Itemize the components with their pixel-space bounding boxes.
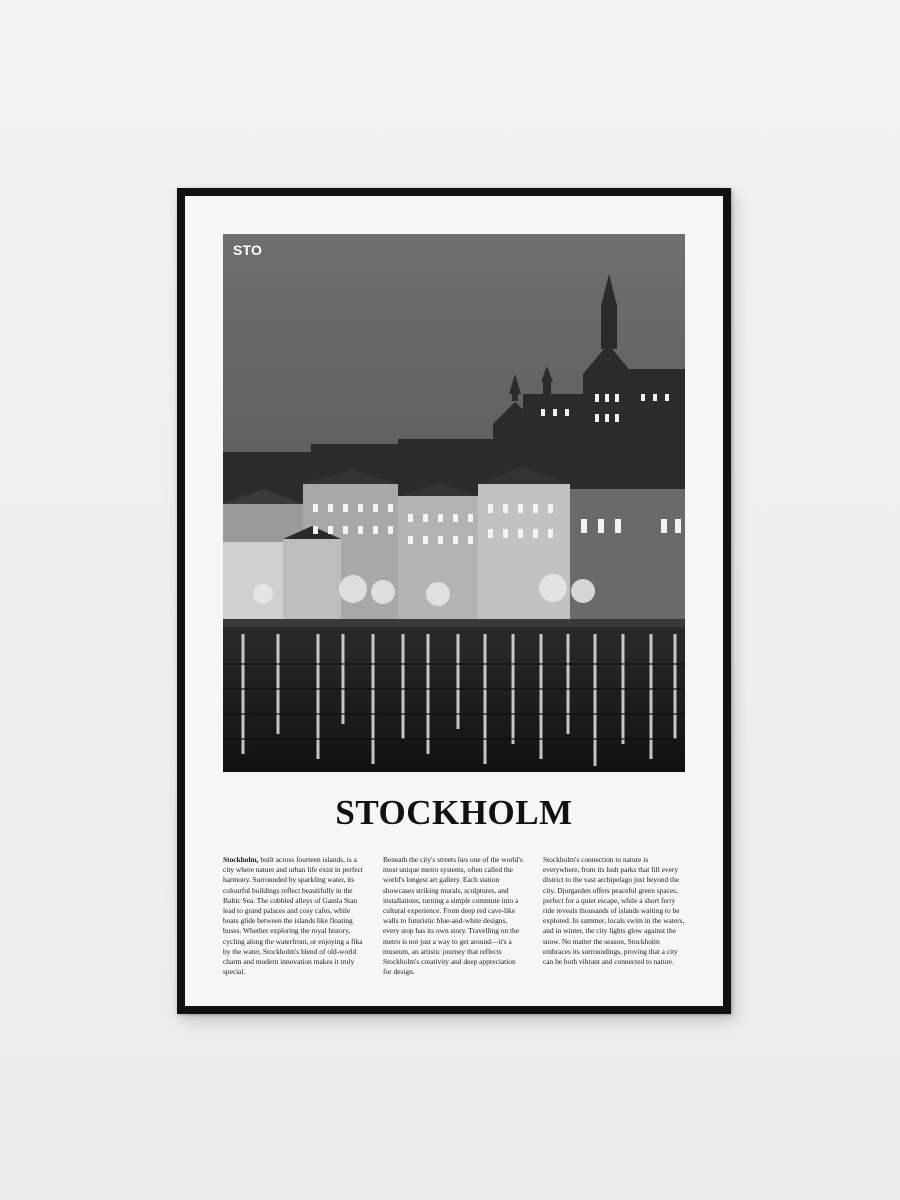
column-1-lead: Stockholm, <box>223 855 259 864</box>
stockholm-skyline-illustration <box>223 234 685 772</box>
description-column-1 <box>223 855 365 977</box>
city-photo <box>223 234 685 772</box>
column-2-text: Beneath the city's streets lies one of the world's most unique metro systems, often called the world's longest art gallery. Each station showcases striking murals, sculptures, and installations, turning a simple commute into a cultural experience. From deep red cave-like walls to futuristic blue-and-white designs, every stop has its own story. Travelling on the metro is not just a way to get around—it's a museum, an artistic journey that reflects Stockholm's creativity and deep appreciation for design. <box>383 855 523 977</box>
poster-title: STOCKHOLM <box>335 793 573 832</box>
poster-paper <box>185 196 723 1006</box>
poster-frame <box>177 188 731 1014</box>
description-column-2 <box>383 855 525 977</box>
column-1-text: built across fourteen islands, is a city where nature and urban life exist in perfect harmony. Surrounded by sparkling water, its colourful buildings reflect beautifully in the Baltic Sea. The cobbled alleys of Gamla Stan lead to grand palaces and cosy cafes, while boats glide between the islands like floating buses. Whether exploring the royal history, cycling along the waterfront, or enjoying a fika by the water, Stockholm's blend of old-world charm and modern innovation makes it truly special. <box>223 855 363 977</box>
column-3-text: Stockholm's connection to nature is everywhere, from its lush parks that fill every district to the vast archipelago just beyond the city. Djurgarden offers peaceful green spaces, perfect for a quiet escape, while a short ferry ride reveals thousands of islands waiting to be explored. In summer, locals swim in the waters, and in winter, the city lights glow against the snow. No matter the season, Stockholm embraces its surroundings, proving that a city can be both vibrant and connected to nature. <box>543 855 685 967</box>
city-code-label: STO <box>233 242 263 258</box>
description-columns <box>223 855 685 977</box>
description-column-3 <box>543 855 685 977</box>
